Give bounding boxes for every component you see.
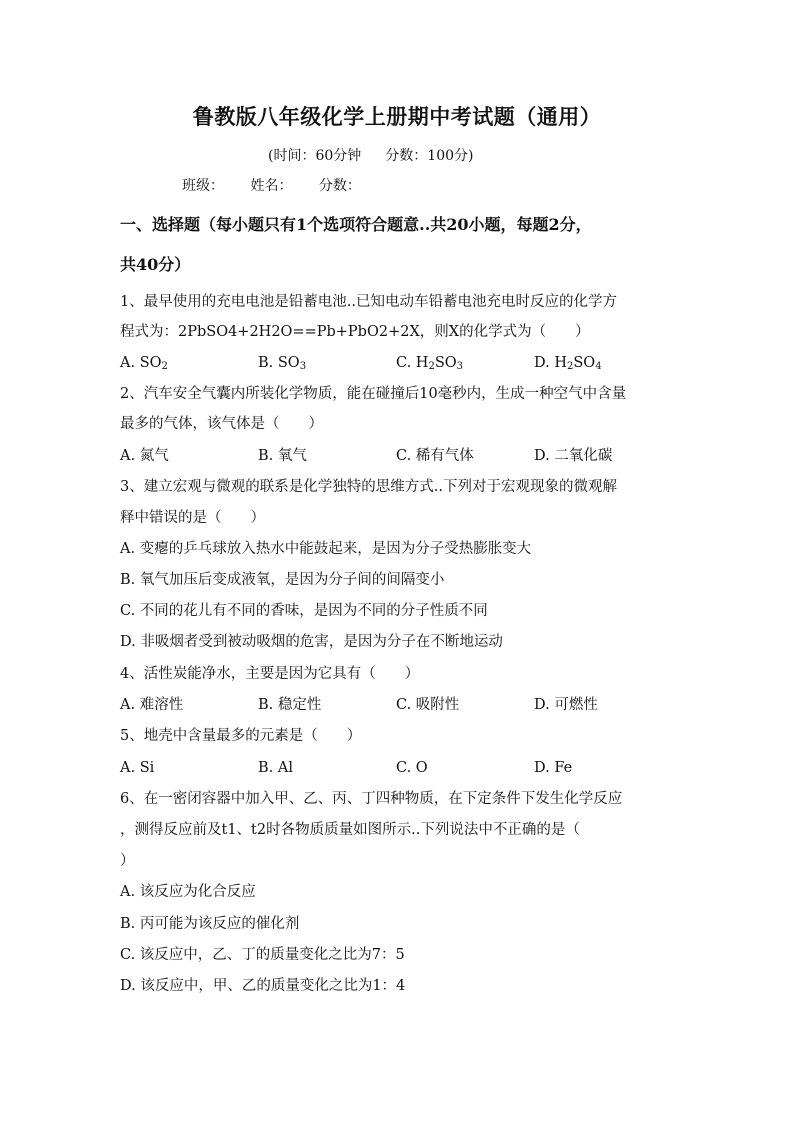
question-4-option-d[interactable]: D. 可燃性 — [534, 697, 598, 713]
question-2-line-2: 最多的气体，该气体是（ ） — [120, 416, 323, 432]
question-3-line-2: 释中错误的是（ ） — [120, 510, 265, 526]
time-limit: (时间：60分钟 — [268, 148, 362, 164]
question-1-option-d[interactable]: D. $H_2SO_4$ — [534, 355, 602, 372]
exam-subtitle — [268, 145, 473, 165]
question-5-line-1: 5、地壳中含量最多的元素是（ ） — [120, 728, 362, 744]
question-5-option-c[interactable]: C. O — [396, 760, 428, 776]
question-1-line-1: 1、最早使用的充电电池是铅蓄电池..已知电动车铅蓄电池充电时反应的化学方 — [120, 294, 617, 310]
section-heading: 一、选择题（每小题只有1个选项符合题意..共20小题，每题2分， — [120, 215, 592, 234]
page-title: 鲁教版八年级化学上册期中考试题（通用） — [192, 104, 602, 129]
class-label: 班级： — [182, 178, 224, 194]
question-3-line-1: 3、建立宏观与微观的联系是化学独特的思维方式..下列对于宏观现象的微观解 — [120, 479, 617, 495]
question-4-option-c[interactable]: C. 吸附性 — [396, 697, 460, 713]
question-5-option-d[interactable]: D. Fe — [534, 760, 573, 776]
question-6-option-b[interactable]: B. 丙可能为该反应的催化剂 — [120, 916, 300, 932]
question-6-line-1: 6、在一密闭容器中加入甲、乙、丙、丁四种物质，在下定条件下发生化学反应 — [120, 791, 623, 807]
question-1-option-c[interactable]: C. $H_2SO_3$ — [396, 355, 464, 372]
student-info — [182, 175, 383, 195]
question-2-option-b[interactable]: B. 氧气 — [258, 448, 307, 464]
question-2-option-a[interactable]: A. 氮气 — [120, 448, 169, 464]
question-3-option-c[interactable]: C. 不同的花儿有不同的香味，是因为不同的分子性质不同 — [120, 603, 488, 619]
question-6-option-c[interactable]: C. 该反应中，乙、丁的质量变化之比为7：5 — [120, 947, 405, 963]
question-1-option-b[interactable]: B. $SO_3$ — [258, 355, 307, 372]
name-label: 姓名： — [250, 178, 293, 194]
question-6-option-d[interactable]: D. 该反应中，甲、乙的质量变化之比为1：4 — [120, 978, 406, 994]
question-2-option-c[interactable]: C. 稀有气体 — [396, 448, 474, 464]
question-6-line-2: ，测得反应前及t1、t2时各物质质量如图所示..下列说法中不正确的是（ — [120, 822, 580, 838]
score-label: 分数： — [318, 178, 361, 194]
question-5-option-b[interactable]: B. Al — [258, 760, 293, 776]
question-6-line-3: ） — [120, 853, 135, 869]
question-3-option-a[interactable]: A. 变瘪的乒乓球放入热水中能鼓起来，是因为分子受热膨胀变大 — [120, 541, 532, 557]
question-1-line-2: 程式为：2PbSO4+2H2O==Pb+PbO2+2X，则X的化学式为（ ） — [120, 324, 590, 340]
section-heading-cont: 共40分） — [120, 255, 191, 274]
question-5-option-a[interactable]: A. Si — [120, 760, 155, 776]
question-3-option-b[interactable]: B. 氧气加压后变成液氧，是因为分子间的间隔变小 — [120, 572, 445, 588]
question-2-option-d[interactable]: D. 二氧化碳 — [534, 448, 613, 464]
question-6-option-a[interactable]: A. 该反应为化合反应 — [120, 884, 256, 900]
question-1-option-a[interactable]: A. $SO_2$ — [120, 355, 168, 372]
question-4-line-1: 4、活性炭能净水，主要是因为它具有（ ） — [120, 666, 420, 682]
question-3-option-d[interactable]: D. 非吸烟者受到被动吸烟的危害，是因为分子在不断地运动 — [120, 634, 503, 650]
total-score: 分数：100分) — [385, 148, 474, 164]
question-2-line-1: 2、汽车安全气囊内所装化学物质，能在碰撞后10毫秒内，生成一种空气中含量 — [120, 386, 627, 402]
question-4-option-a[interactable]: A. 难溶性 — [120, 697, 184, 713]
question-4-option-b[interactable]: B. 稳定性 — [258, 697, 322, 713]
